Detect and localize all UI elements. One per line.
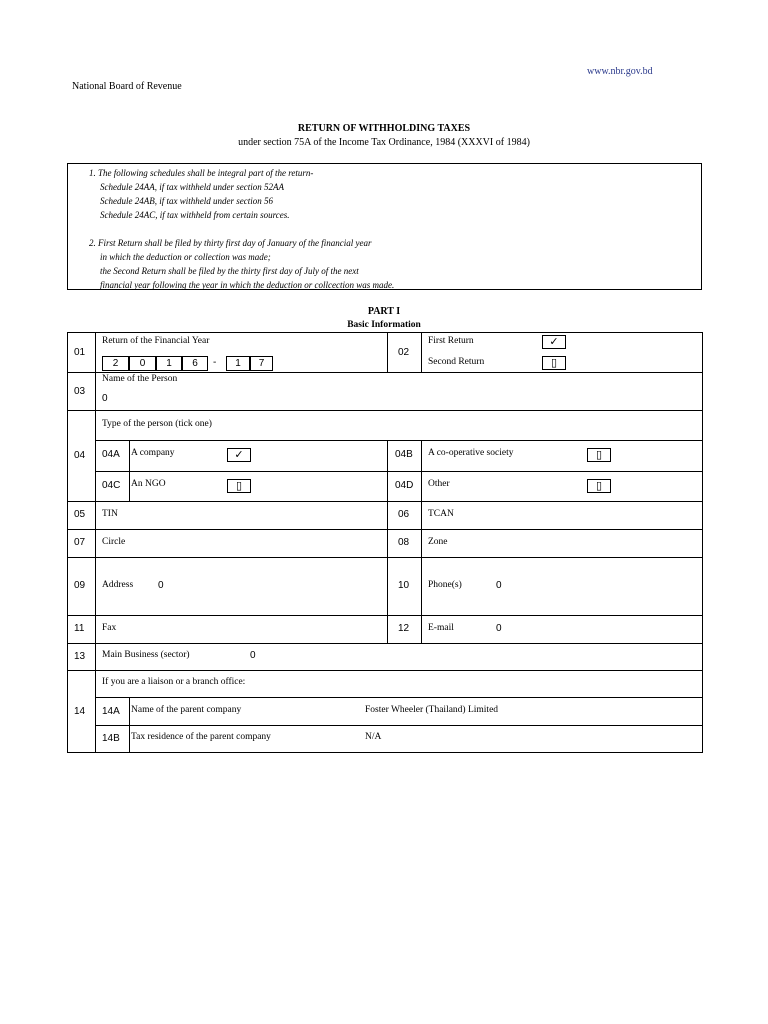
- document-title: RETURN OF WITHHOLDING TAXES: [297, 123, 471, 134]
- field-01-number: 01: [74, 347, 86, 358]
- second-return-label: Second Return: [428, 357, 485, 367]
- field-04d-code: 04D: [395, 480, 414, 491]
- zone-label: Zone: [428, 537, 448, 547]
- field-11-number: 11: [74, 623, 85, 634]
- main-business-label: Main Business (sector): [102, 650, 190, 660]
- main-business-value: 0: [250, 650, 256, 661]
- person-name-value: 0: [102, 393, 108, 404]
- phone-value: 0: [496, 580, 502, 591]
- note-2a: in which the deduction or collection was made;: [100, 252, 271, 262]
- field-04-number: 04: [74, 450, 86, 461]
- field-04c-code: 04C: [102, 480, 121, 491]
- note-1b: Schedule 24AB, if tax withheld under section 56: [100, 196, 273, 206]
- field-13-number: 13: [74, 651, 86, 662]
- address-label: Address: [102, 580, 134, 590]
- second-return-checkbox[interactable]: ▯: [542, 356, 566, 370]
- field-05-number: 05: [74, 509, 86, 520]
- year-digit-6[interactable]: 7: [250, 356, 273, 371]
- field-12-number: 12: [398, 623, 410, 634]
- ngo-checkbox[interactable]: ▯: [227, 479, 251, 493]
- liaison-label: If you are a liaison or a branch office:: [102, 677, 246, 687]
- organization-name: National Board of Revenue: [72, 81, 182, 92]
- note-1a: Schedule 24AA, if tax withheld under section 52AA: [100, 182, 284, 192]
- year-digit-2[interactable]: 0: [129, 356, 156, 371]
- field-07-number: 07: [74, 537, 86, 548]
- year-digit-1[interactable]: 2: [102, 356, 129, 371]
- other-label: Other: [428, 479, 450, 489]
- field-14b-code: 14B: [102, 733, 120, 744]
- tax-residence-label: Tax residence of the parent company: [131, 732, 271, 742]
- document-subtitle: under section 75A of the Income Tax Ordinance, 1984 (XXXVI of 1984): [238, 137, 530, 148]
- field-08-number: 08: [398, 537, 410, 548]
- note-1: 1. The following schedules shall be integral part of the return-: [89, 168, 314, 178]
- year-digit-3[interactable]: 1: [156, 356, 182, 371]
- field-06-number: 06: [398, 509, 410, 520]
- first-return-checkbox[interactable]: ✓: [542, 335, 566, 349]
- company-label: A company: [131, 448, 175, 458]
- other-checkbox[interactable]: ▯: [587, 479, 611, 493]
- part-subtitle: Basic Information: [347, 320, 421, 330]
- field-02-number: 02: [398, 347, 410, 358]
- first-return-label: First Return: [428, 336, 474, 346]
- person-type-label: Type of the person (tick one): [102, 419, 212, 429]
- field-09-number: 09: [74, 580, 86, 591]
- field-04b-code: 04B: [395, 449, 413, 460]
- ngo-label: An NGO: [131, 479, 166, 489]
- phone-label: Phone(s): [428, 580, 462, 590]
- field-03-number: 03: [74, 386, 86, 397]
- note-1c: Schedule 24AC, if tax withheld from certain sources.: [100, 210, 290, 220]
- email-label: E-mail: [428, 623, 454, 633]
- person-name-label: Name of the Person: [102, 374, 178, 384]
- note-2b: the Second Return shall be filed by the thirty first day of July of the next: [100, 266, 359, 276]
- company-checkbox[interactable]: ✓: [227, 448, 251, 462]
- year-separator: -: [213, 357, 217, 368]
- field-04a-code: 04A: [102, 449, 120, 460]
- address-value: 0: [158, 580, 164, 591]
- parent-company-value: Foster Wheeler (Thailand) Limited: [365, 705, 499, 715]
- parent-company-label: Name of the parent company: [131, 705, 242, 715]
- financial-year-label: Return of the Financial Year: [102, 336, 210, 346]
- tin-label: TIN: [102, 509, 118, 519]
- tcan-label: TCAN: [428, 509, 454, 519]
- tax-residence-value: N/A: [365, 732, 382, 742]
- note-2: 2. First Return shall be filed by thirty first day of January of the financial year: [89, 238, 372, 248]
- part-title: PART I: [367, 306, 401, 317]
- field-14a-code: 14A: [102, 706, 120, 717]
- field-14-number: 14: [74, 706, 86, 717]
- email-value: 0: [496, 623, 502, 634]
- year-digit-5[interactable]: 1: [226, 356, 250, 371]
- website-link[interactable]: www.nbr.gov.bd: [587, 66, 653, 77]
- cooperative-checkbox[interactable]: ▯: [587, 448, 611, 462]
- cooperative-label: A co-operative society: [428, 448, 514, 458]
- field-10-number: 10: [398, 580, 410, 591]
- fax-label: Fax: [102, 623, 117, 633]
- circle-label: Circle: [102, 537, 126, 547]
- note-2c: financial year following the year in which the deduction or collcection was made.: [100, 280, 395, 290]
- year-digit-4[interactable]: 6: [182, 356, 208, 371]
